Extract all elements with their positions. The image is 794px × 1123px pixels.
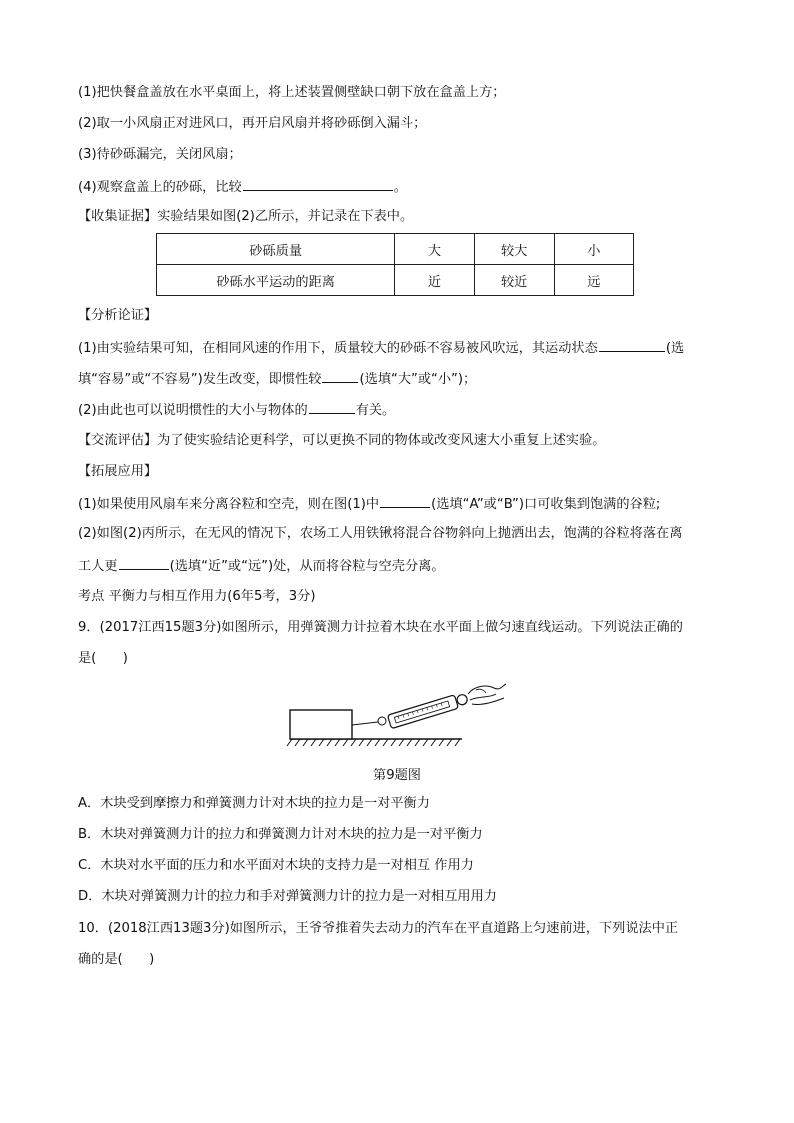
table-cell: 砂砾质量	[157, 234, 395, 265]
extension-text: 工人更	[78, 559, 118, 574]
table-row	[157, 265, 634, 296]
q9-option-d[interactable]: D．木块对弹簧测力计的拉力和手对弹簧测力计的拉力是一对相互用用力	[78, 889, 497, 904]
table-cell: 较近	[474, 265, 554, 296]
q10-stem-line1: 10．(2018江西13题3分)如图所示，王爷爷推着失去动力的汽车在平直道路上匀速前进，下列说法中正	[78, 921, 679, 936]
analysis-text: (选	[665, 341, 685, 356]
analysis-p2	[78, 400, 395, 420]
procedure-step-4-text: (4)观察盒盖上的砂砾，比较	[78, 180, 242, 195]
table-cell: 较大	[474, 234, 554, 265]
table-cell: 大	[395, 234, 474, 265]
table-cell: 远	[554, 265, 633, 296]
analysis-text: (选填“大”或“小”)；	[359, 372, 477, 387]
section-label-analysis: 【分析论证】	[78, 308, 158, 323]
analysis-p1-line1	[78, 338, 684, 358]
analysis-text: 填“容易”或“不容易”)发生改变，即惯性较	[78, 372, 322, 387]
q9-option-a[interactable]: A．木块受到摩擦力和弹簧测力计对木块的拉力是一对平衡力	[78, 796, 430, 811]
answer-blank[interactable]	[599, 338, 665, 352]
results-table	[156, 233, 634, 296]
q9-figure-block-spring-scale	[282, 680, 512, 750]
section-label-extension: 【拓展应用】	[78, 464, 158, 479]
analysis-p1-line2	[78, 369, 476, 389]
procedure-step-4	[78, 177, 407, 197]
answer-blank[interactable]	[322, 369, 358, 383]
table-row	[157, 234, 634, 265]
procedure-step-4-end: 。	[393, 180, 407, 195]
q9-stem-line2: 是( )	[78, 651, 128, 666]
analysis-text: (2)由此也可以说明惯性的大小与物体的	[78, 403, 308, 418]
procedure-step-2: (2)取一小风扇正对进风口，再开启风扇并将砂砾倒入漏斗；	[78, 116, 427, 131]
extension-text: (选填“近”或“远”)处，从而将谷粒与空壳分离。	[169, 559, 445, 574]
q9-option-b[interactable]: B．木块对弹簧测力计的拉力和弹簧测力计对木块的拉力是一对平衡力	[78, 827, 483, 842]
table-cell: 小	[554, 234, 633, 265]
q9-option-c[interactable]: C．木块对水平面的压力和水平面对木块的支持力是一对相互 作用力	[78, 858, 474, 873]
exchange-line	[78, 432, 606, 450]
extension-p1	[78, 494, 660, 514]
extension-text: (选填“A”或“B”)口可收集到饱满的谷粒;	[431, 497, 661, 512]
extension-p2-line1: (2)如图(2)丙所示，在无风的情况下，农场工人用铁锹将混合谷物斜向上抛洒出去，饱满的谷粒将落在离	[78, 526, 683, 541]
section-label-evidence: 【收集证据】	[78, 209, 158, 224]
procedure-step-3: (3)待砂砾漏完，关闭风扇；	[78, 147, 242, 162]
q9-stem-line1: 9．(2017江西15题3分)如图所示，用弹簧测力计拉着木块在水平面上做匀速直线运动。下列说法正确的	[78, 620, 683, 635]
table-cell: 近	[395, 265, 474, 296]
evidence-line	[78, 208, 413, 226]
analysis-text: 有关。	[355, 403, 396, 418]
answer-blank[interactable]	[243, 177, 393, 191]
q9-figure-caption: 第9题图	[373, 768, 421, 783]
answer-blank[interactable]	[380, 494, 430, 508]
analysis-text: (1)由实验结果可知，在相同风速的作用下，质量较大的砂砾不容易被风吹远，其运动状态	[78, 341, 598, 356]
exchange-text: 为了使实验结论更科学，可以更换不同的物体或改变风速大小重复上述实验。	[157, 433, 606, 448]
extension-text: (1)如果使用风扇车来分离谷粒和空壳，则在图(1)中	[78, 497, 380, 512]
procedure-step-1: (1)把快餐盒盖放在水平桌面上，将上述装置侧壁缺口朝下放在盒盖上方；	[78, 85, 506, 100]
answer-blank[interactable]	[309, 400, 355, 414]
topic-heading: 考点 平衡力与相互作用力(6年5考，3分)	[78, 589, 316, 604]
q10-stem-line2: 确的是( )	[78, 952, 155, 967]
table-cell: 砂砾水平运动的距离	[157, 265, 395, 296]
section-label-exchange: 【交流评估】	[78, 433, 158, 448]
extension-p2-line2	[78, 556, 445, 576]
answer-blank[interactable]	[119, 556, 169, 570]
evidence-text: 实验结果如图(2)乙所示，并记录在下表中。	[157, 209, 414, 224]
